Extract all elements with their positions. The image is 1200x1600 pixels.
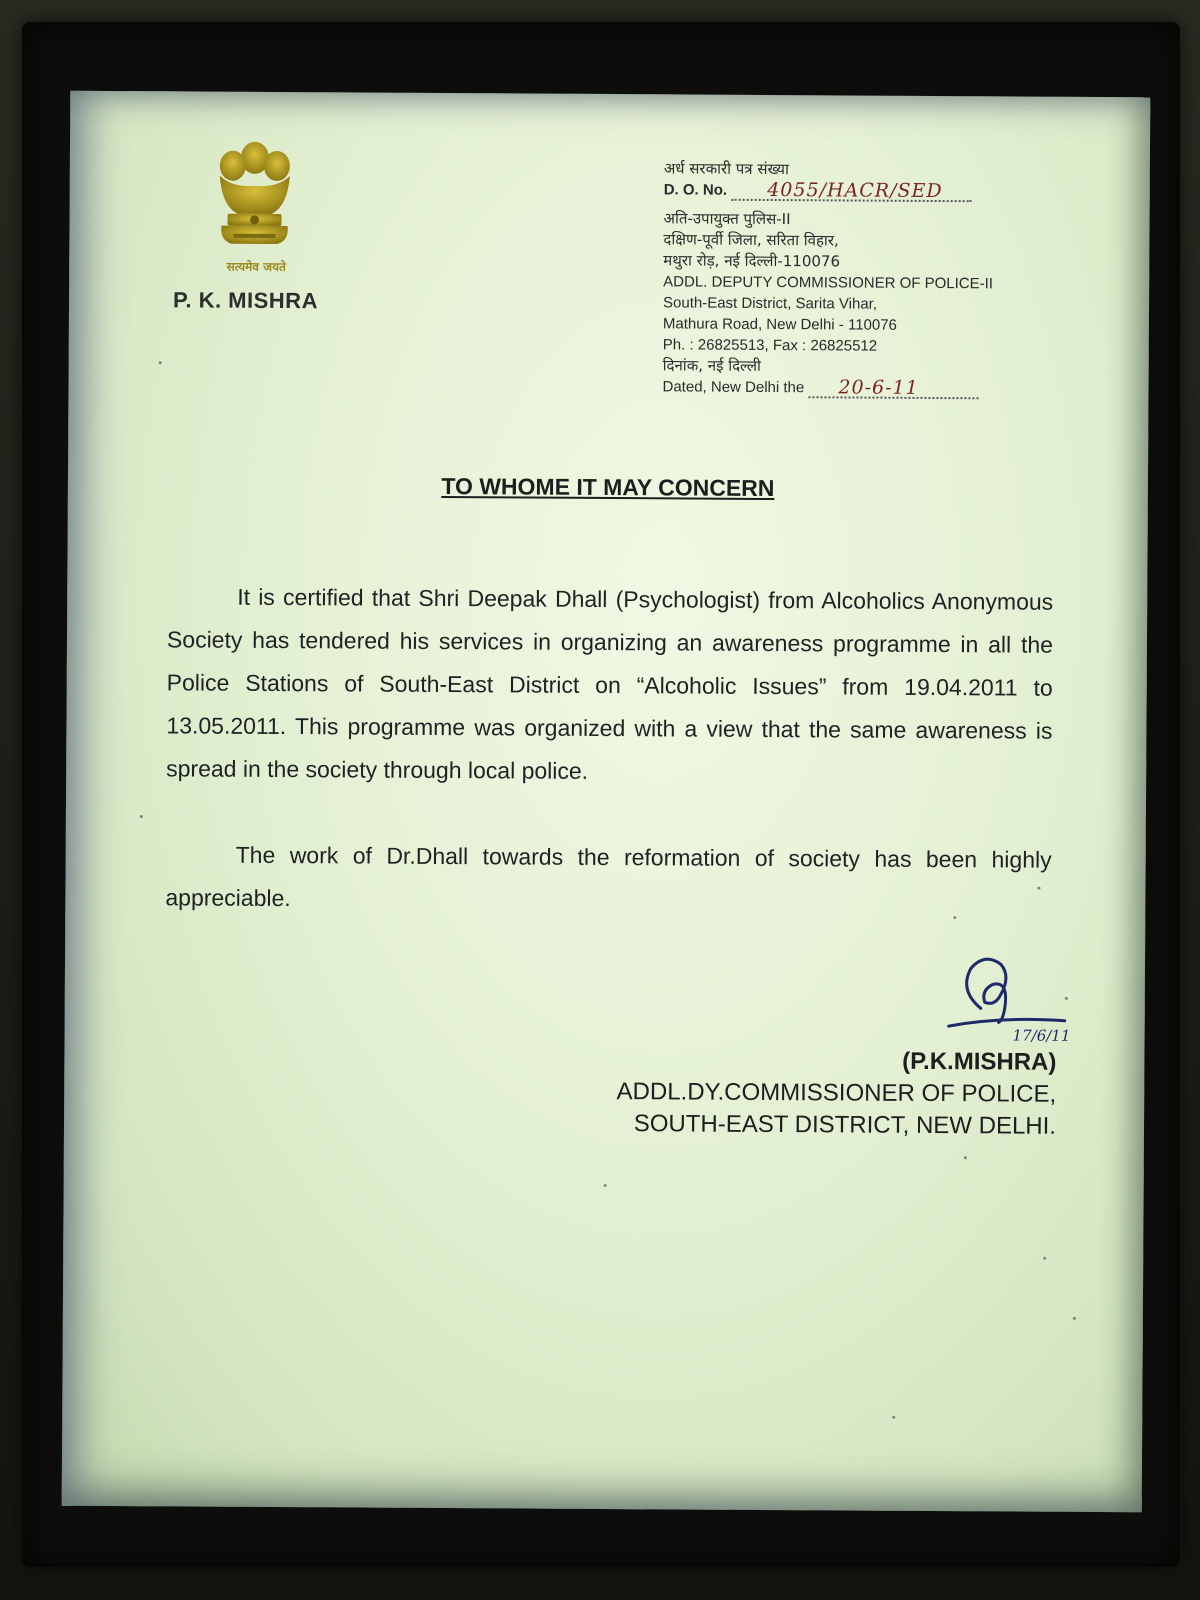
letterhead-address bbox=[662, 158, 1083, 400]
body-paragraph-1 bbox=[166, 575, 1053, 795]
signatory-name: (P.K.MISHRA) bbox=[902, 1047, 1057, 1076]
do-label: D. O. No. bbox=[663, 181, 728, 199]
office-hindi-line-3: मथुरा रोड़, नई दिल्ली-110076 bbox=[663, 251, 841, 271]
paragraph-1-text: It is certified that Shri Deepak Dhall (Psychologist) from Alcoholics Anonymous Society has tendered his services in organizing an awareness programme in all the Police Stations of South-East District on “Alcoholic Issues” from 19.04.2011 to 13.05.2011. This programme was organized with a view that the same awareness is spread in the society through local police. bbox=[166, 583, 1054, 784]
ashoka-emblem-icon bbox=[207, 136, 302, 265]
dust-speck bbox=[1043, 1257, 1046, 1260]
subject-heading: TO WHOME IT MAY CONCERN bbox=[441, 472, 775, 502]
do-number-line bbox=[664, 179, 1084, 203]
office-phone-fax: Ph. : 26825513, Fax : 26825512 bbox=[662, 336, 878, 355]
office-english-line-3: Mathura Road, New Delhi - 110076 bbox=[662, 315, 897, 334]
dust-speck bbox=[953, 916, 956, 919]
office-hindi-line-1: अति-उपायुक्त पुलिस-II bbox=[663, 209, 791, 229]
dated-field bbox=[808, 378, 978, 399]
dust-speck bbox=[1037, 887, 1040, 890]
sender-name: P. K. MISHRA bbox=[172, 287, 319, 314]
dust-speck bbox=[1065, 997, 1068, 1000]
dust-speck bbox=[964, 1156, 967, 1159]
office-english-line-2: South-East District, Sarita Vihar, bbox=[662, 294, 878, 313]
dated-hindi: दिनांक, नई दिल्ली bbox=[662, 356, 761, 375]
dated-label: Dated, New Delhi the bbox=[662, 378, 805, 397]
do-number: 4055/HACR/SED bbox=[767, 178, 943, 203]
dated-value: 20-6-11 bbox=[838, 376, 919, 399]
signatory-designation-1: ADDL.DY.COMMISSIONER OF POLICE, bbox=[616, 1078, 1057, 1108]
paragraph-2-text: The work of Dr.Dhall towards the reformation of society has been highly appreciable. bbox=[165, 841, 1052, 912]
dust-speck bbox=[604, 1184, 607, 1187]
signature-date-note: 17/6/11 bbox=[1012, 1026, 1071, 1045]
dust-speck bbox=[892, 1416, 895, 1419]
do-number-field bbox=[731, 178, 971, 203]
office-english-line-1: ADDL. DEPUTY COMMISSIONER OF POLICE-II bbox=[663, 273, 994, 293]
body-paragraph-2 bbox=[165, 833, 1052, 924]
signatory-designation-2: SOUTH-EAST DISTRICT, NEW DELHI. bbox=[633, 1110, 1057, 1140]
dust-speck bbox=[140, 815, 143, 818]
dated-line bbox=[662, 376, 1082, 400]
dust-speck bbox=[1073, 1317, 1076, 1320]
certificate-paper bbox=[62, 91, 1151, 1513]
do-label-hindi: अर्ध सरकारी पत्र संख्या bbox=[663, 159, 789, 179]
emblem-motto: सत्यमेव जयते bbox=[226, 259, 286, 275]
signatory-block bbox=[564, 1044, 1057, 1143]
office-hindi-line-2: दक्षिण-पूर्वी जिला, सरिता विहार, bbox=[663, 230, 839, 250]
dust-speck bbox=[159, 361, 162, 364]
